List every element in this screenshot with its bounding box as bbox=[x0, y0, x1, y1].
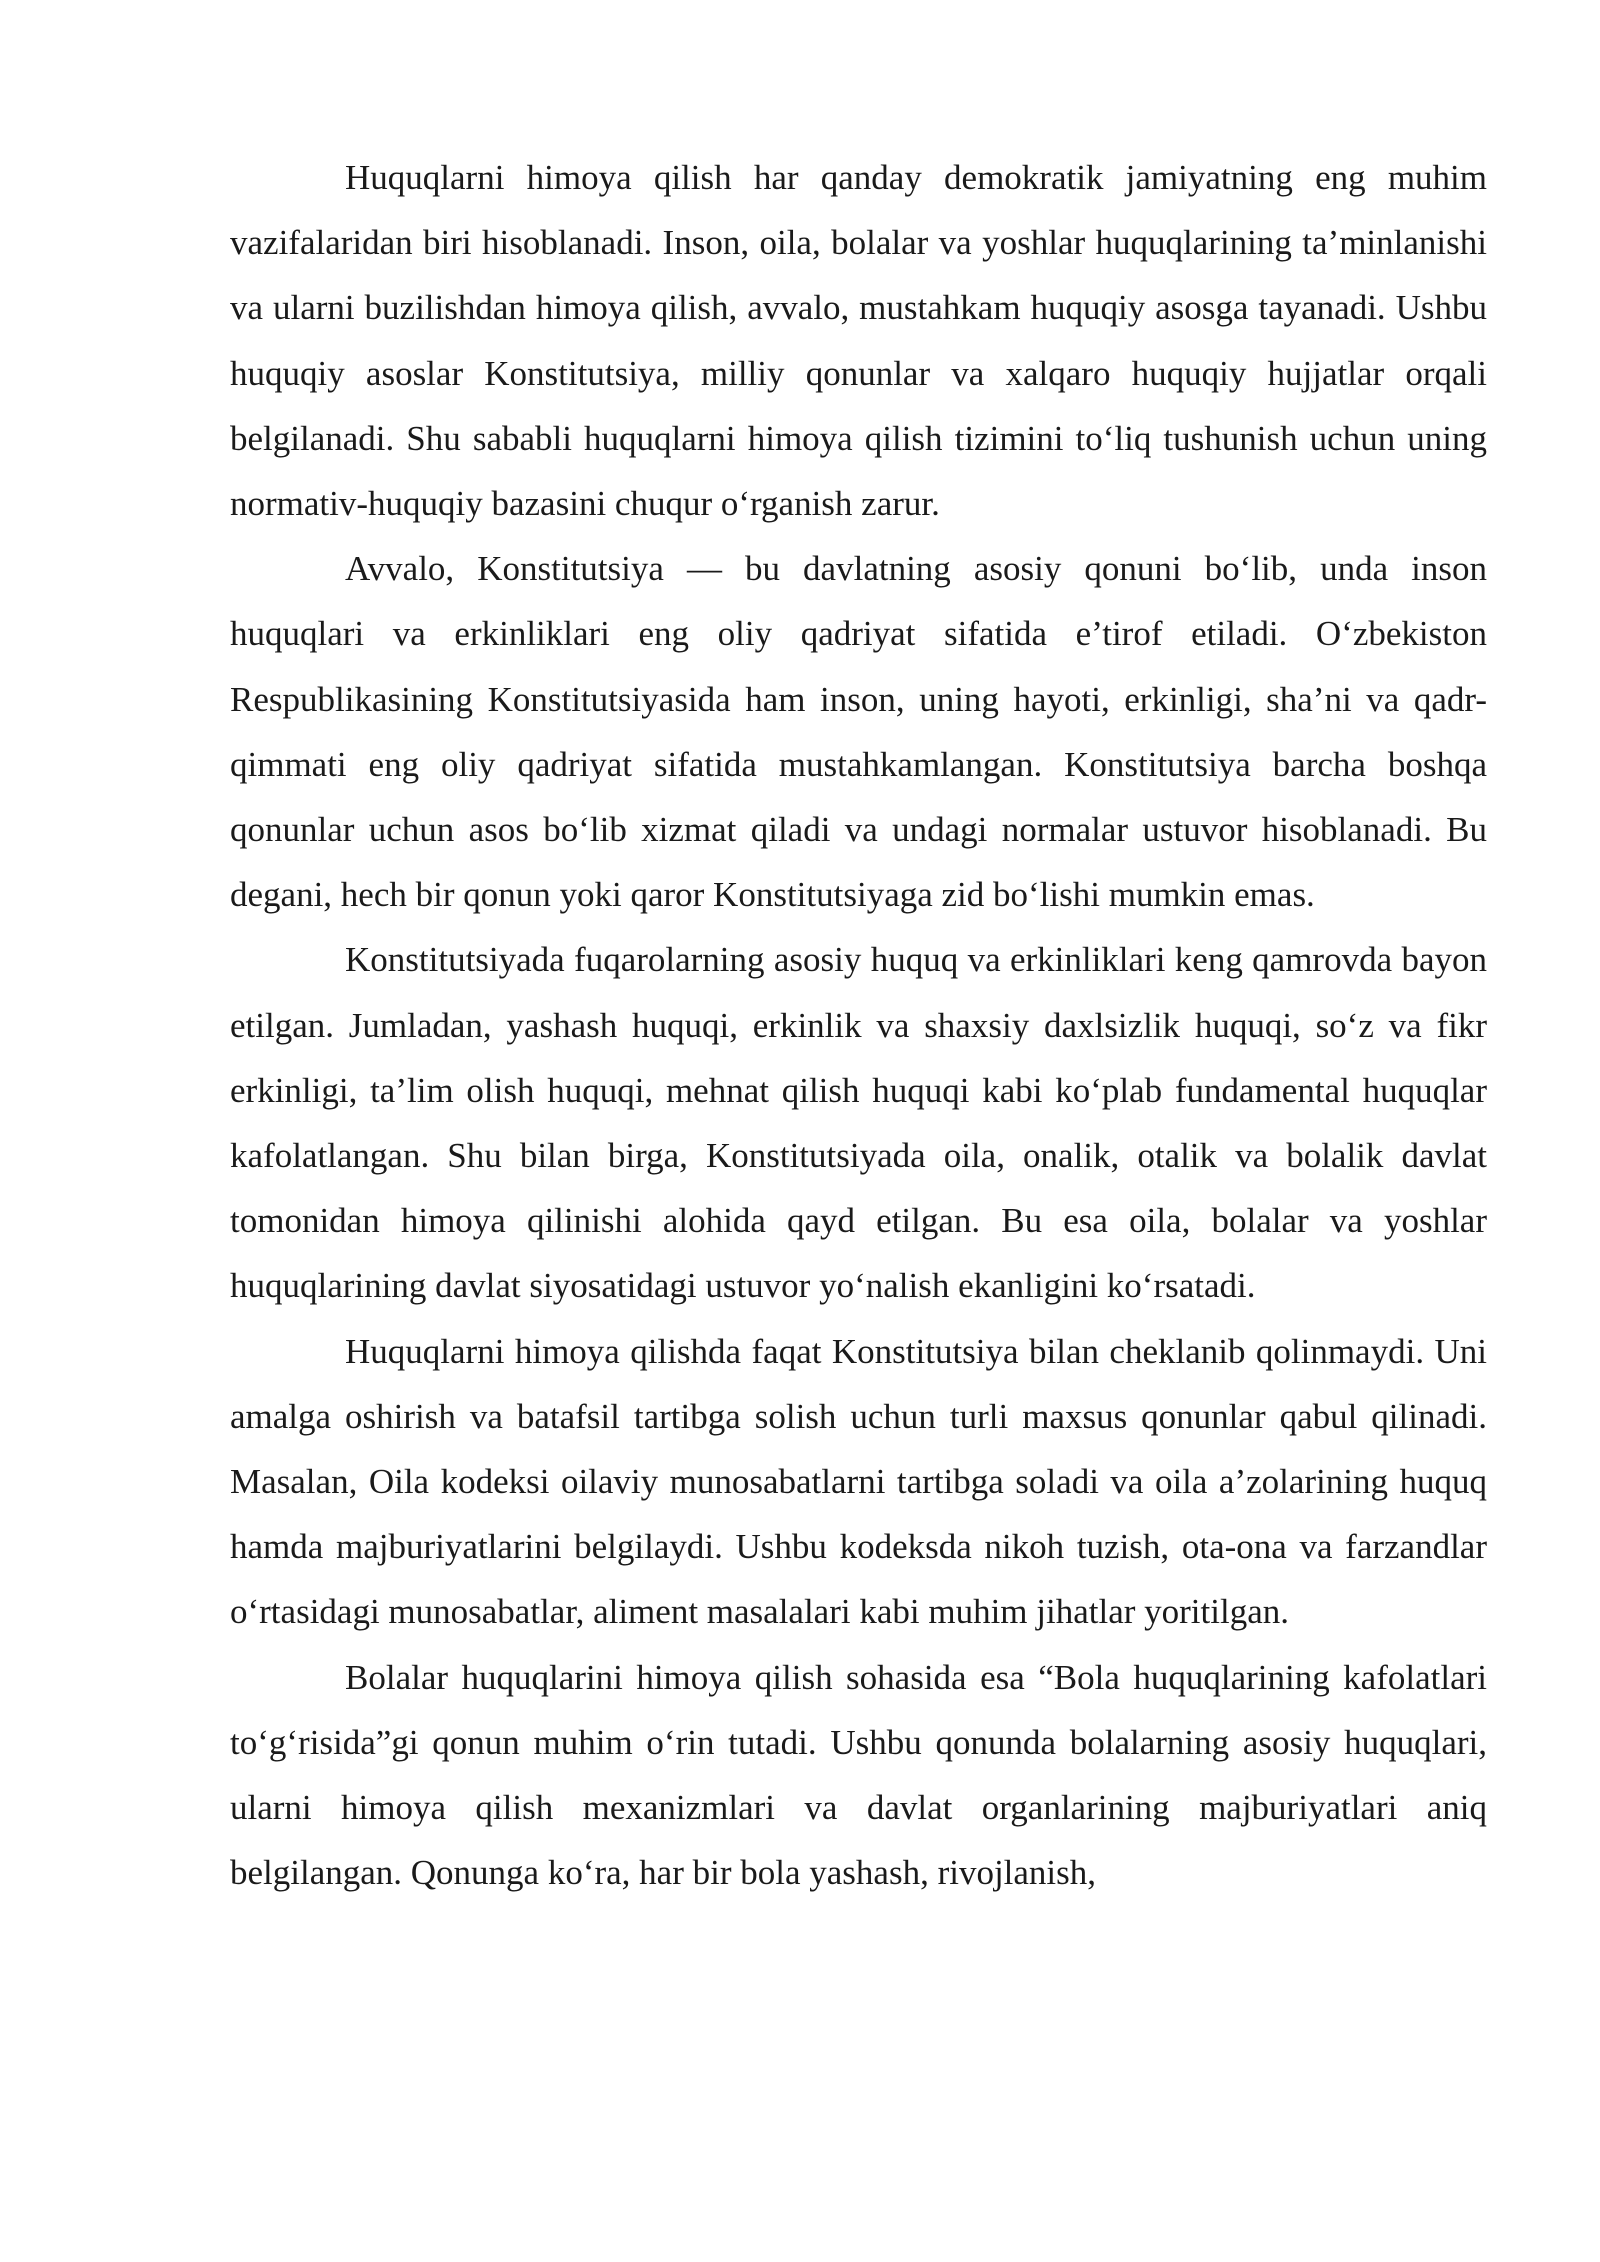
paragraph-fundamental-rights: Konstitutsiyada fuqarolarning asosiy huquq va erkinliklari keng qamrovda bayon etilgan. Jumladan, yashash huquqi, erkinlik va shaxsiy daxlsizlik huquqi, so‘z va fikr erkinligi, ta’lim olish huquqi, mehnat qilish huquqi kabi ko‘plab fundamental huquqlar kafolatlangan. Shu bilan birga, Konstitutsiyada oila, onalik, otalik va bolalik davlat tomonidan himoya qilinishi alohida qayd etilgan. Bu esa oila, bolalar va yoshlar huquqlarining davlat siyosatidagi ustuvor yo‘nalish ekanligini ko‘rsatadi. bbox=[230, 940, 1487, 1306]
paragraph-child-rights: Bolalar huquqlarini himoya qilish sohasida esa “Bola huquqlarining kafolatlari to‘g‘risida”gi qonun muhim o‘rin tutadi. Ushbu qonunda bolalarning asosiy huquqlari, ularni himoya qilish mexanizmlari va davlat organlarining majburiyatlari aniq belgilangan. Qonunga ko‘ra, har bir bola yashash, rivojlanish, bbox=[230, 1657, 1487, 1893]
paragraph-constitution: Avvalo, Konstitutsiya — bu davlatning asosiy qonuni bo‘lib, unda inson huquqlari va erkinliklari eng oliy qadriyat sifatida e’tirof etiladi. O‘zbekiston Respublikasining Konstitutsiyasida ham inson, uning hayoti, erkinligi, sha’ni va qadr-qimmati eng oliy qadriyat sifatida mustahkamlangan. Konstitutsiya barcha boshqa qonunlar uchun asos bo‘lib xizmat qiladi va undagi normalar ustuvor hisoblanadi. Bu degani, hech bir qonun yoki qaror Konstitutsiyaga zid bo‘lishi mumkin emas. bbox=[230, 549, 1487, 915]
paragraph-special-laws: Huquqlarni himoya qilishda faqat Konstitutsiya bilan cheklanib qolinmaydi. Uni amalga oshirish va batafsil tartibga solish uchun turli maxsus qonunlar qabul qilinadi. Masalan, Oila kodeksi oilaviy munosabatlarni tartibga soladi va oila a’zolarining huquq hamda majburiyatlarini belgilaydi. Ushbu kodeksda nikoh tuzish, ota-ona va farzandlar o‘rtasidagi munosabatlar, aliment masalalari kabi muhim jihatlar yoritilgan. bbox=[230, 1331, 1487, 1632]
document-page bbox=[230, 145, 1487, 1905]
paragraph-intro: Huquqlarni himoya qilish har qanday demokratik jamiyatning eng muhim vazifalaridan biri hisoblanadi. Inson, oila, bolalar va yoshlar huquqlarining ta’minlanishi va ularni buzilishdan himoya qilish, avvalo, mustahkam huquqiy asosga tayanadi. Ushbu huquqiy asoslar Konstitutsiya, milliy qonunlar va xalqaro huquqiy hujjatlar orqali belgilanadi. Shu sababli huquqlarni himoya qilish tizimini to‘liq tushunish uchun uning normativ-huquqiy bazasini chuqur o‘rganish zarur. bbox=[230, 158, 1487, 524]
